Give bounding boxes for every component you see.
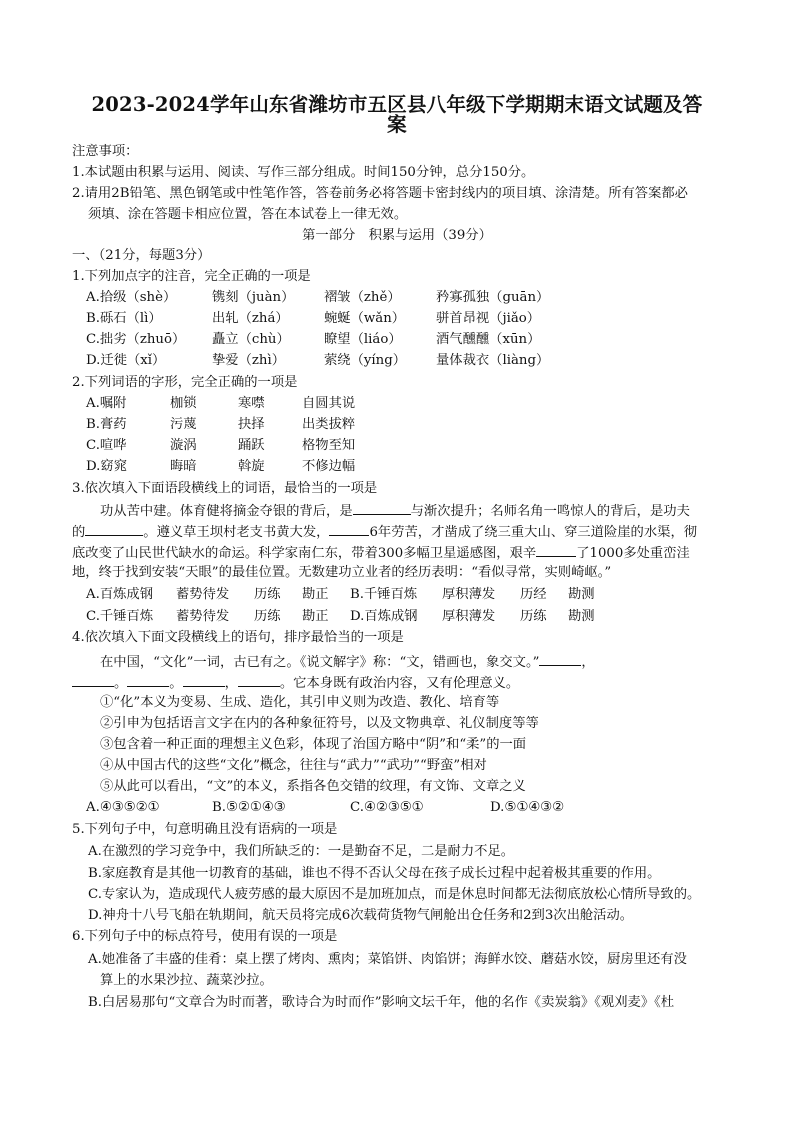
q3-opt: 蓄势待发 (176, 609, 230, 624)
q6-opt-a: A.她准备了丰盛的佳肴：桌上摆了烤肉、熏肉；菜馅饼、肉馅饼；海鲜水饺、蘑菇水饺，厨房里还有没 (88, 952, 687, 967)
blank (539, 651, 581, 666)
q2-opt: 自圆其说 (302, 396, 356, 411)
notice-heading: 注意事项： (72, 144, 139, 159)
q2-opt: 污蔑 (170, 417, 197, 432)
q2-opt: D.窈窕 (86, 459, 128, 474)
q4-opt: A.④③⑤②① (86, 800, 160, 815)
q4-item-2: ②引申为包括语言文字在内的各种象征符号，以及文物典章、礼仪制度等等 (100, 716, 539, 731)
q4-stem: 4.依次填入下面文段横线上的语句，排序最恰当的一项是 (72, 630, 404, 645)
q3-text: 与渐次提升；名师名角一鸣惊人的背后，是功夫 (410, 504, 690, 519)
q2-opt: 踊跃 (238, 438, 265, 453)
q2-opt: 格物至知 (302, 438, 356, 453)
q1-stem: 1.下列加点字的注音，完全正确的一项是 (72, 269, 311, 284)
q5-opt-c: C.专家认为，造成现代人疲劳感的最大原因不是加班加点，而是休息时间都无法彻底放松心情所导致的。 (88, 887, 701, 902)
q3-opt: 勘正 (302, 587, 329, 602)
q2-opt: A.嘱附 (86, 396, 127, 411)
blank (72, 672, 114, 687)
q3-opt: C.千锤百炼 (86, 609, 154, 624)
exam-title-line2: 案 (387, 113, 407, 136)
q6-opt-a-cont: 算上的水果沙拉、蔬菜沙拉。 (100, 973, 273, 988)
q3-opt: 蓄势待发 (176, 587, 230, 602)
q3-opt: 厚积薄发 (442, 609, 496, 624)
q3-opt: 勘测 (568, 609, 595, 624)
q4-text: ， (224, 676, 238, 691)
q4-text: ， (581, 655, 595, 670)
q3-para-line4: 地，终于找到安装“天眼”的最佳位置。无数建功立业者的经历表明：“看似寻常，实则崎岖。” (72, 565, 612, 580)
q4-item-3: ③包含着一种正面的理想主义色彩，体现了治国方略中“阴”和“柔”的一面 (100, 737, 527, 752)
q1-opt: A.拾级（shè） (86, 290, 177, 305)
q1-opt: B.砾石（lì） (86, 311, 162, 326)
q1-opt: 镌刻（juàn） (212, 290, 295, 305)
q1-opt: 矜寡孤独（guān） (436, 290, 550, 305)
q3-opt: D.百炼成钢 (350, 609, 418, 624)
q3-opt: 勘正 (302, 609, 329, 624)
q2-stem: 2.下列词语的字形，完全正确的一项是 (72, 375, 298, 390)
q4-item-4: ④从中国古代的这些“文化”概念，往往与“武力”“武功”“野蛮”相对 (100, 758, 487, 773)
q4-item-1: ①“化”本义为变易、生成、造化，其引申义则为改造、教化、培育等 (100, 695, 500, 710)
q2-opt: C.喧哗 (86, 438, 127, 453)
q1-opt: D.迁徙（xǐ） (86, 353, 166, 368)
q5-opt-b: B.家庭教育是其他一切教育的基础，谁也不得不否认父母在孩子成长过程中起着极其重要的作用。 (88, 866, 661, 881)
q6-opt-b: B.白居易那句“文章合为时而著，歌诗合为时而作”影响文坛千年，他的名作《卖炭翁》《观刈麦》《杜 (88, 995, 675, 1010)
q1-opt: 骈首昂视（jiǎo） (436, 311, 541, 326)
q1-opt: 蜿蜒（wǎn） (324, 311, 406, 326)
q1-opt: 瞭望（liáo） (324, 332, 402, 347)
blank (353, 500, 411, 515)
q1-opt: 酒气醺醺（xūn） (436, 332, 541, 347)
q2-opt: 漩涡 (170, 438, 197, 453)
q2-opt: 枷锁 (170, 396, 197, 411)
q3-text: 6年劳苦，才凿成了绕三重大山、穿三道险崖的水渠，彻 (369, 525, 698, 540)
exam-title (60, 95, 734, 135)
q5-opt-a: A.在激烈的学习竞争中，我们所缺乏的：一是勤奋不足，二是耐力不足。 (88, 844, 515, 859)
q2-opt: B.膏药 (86, 417, 127, 432)
blank (85, 521, 143, 536)
q4-para-line2 (72, 672, 519, 694)
notice-item-2: 2.请用2B铅笔、黑色钢笔或中性笔作答，答卷前务必将答题卡密封线内的项目填、涂清楚。所有答案都必 (72, 186, 688, 201)
q4-opt: B.⑤②①④③ (212, 800, 286, 815)
blank (183, 672, 225, 687)
blank (127, 672, 169, 687)
q4-text: 。 (169, 676, 183, 691)
notice-item-2-cont: 须填、涂在答题卡相应位置，答在本试卷上一律无效。 (88, 207, 408, 222)
q4-para-line1 (100, 651, 595, 673)
q3-opt: 历练 (254, 609, 281, 624)
q4-text: 在中国，“文化”一词，古已有之。《说文解字》称：“文，错画也，象交文。” (100, 655, 540, 670)
q4-item-5: ⑤从此可以看出，“文”的本义，系指各色交错的纹理，有文饰、文章之义 (100, 779, 526, 794)
q3-text: 了1000多处重峦洼 (576, 546, 690, 561)
q3-para-line2 (72, 521, 697, 543)
exam-title-line1: 2023-2024学年山东省潍坊市五区县八年级下学期期末语文试题及答 (91, 93, 703, 116)
q2-opt: 寒噤 (238, 396, 265, 411)
q4-opt: C.④②③⑤① (350, 800, 424, 815)
q1-opt: 矗立（chù） (212, 332, 290, 347)
q3-para-line1 (100, 500, 690, 522)
blank (536, 542, 576, 557)
q3-text: 的 (72, 525, 86, 540)
q3-stem: 3.依次填入下面语段横线上的词语，最恰当的一项是 (72, 481, 378, 496)
q3-opt: 厚积薄发 (442, 587, 496, 602)
blank (238, 672, 280, 687)
q4-text: 。 (114, 676, 128, 691)
q6-stem: 6.下列句子中的标点符号，使用有误的一项是 (72, 929, 338, 944)
q1-opt: 出轧（zhá） (212, 311, 289, 326)
q4-text: 。它本身既有政治内容，又有伦理意义。 (279, 676, 520, 691)
q1-opt: 挚爱（zhì） (212, 353, 286, 368)
q3-opt: A.百炼成钢 (86, 587, 154, 602)
q3-text: 底改变了山民世代缺水的命运。科学家南仁东，带着300多幅卫星遥感图，艰辛 (72, 546, 537, 561)
q3-opt: 历经 (520, 587, 547, 602)
q5-stem: 5.下列句子中，句意明确且没有语病的一项是 (72, 822, 338, 837)
q1-opt: C.拙劣（zhuō） (86, 332, 186, 347)
q4-opt: D.⑤①④③② (490, 800, 565, 815)
q2-opt: 出类拔粹 (302, 417, 356, 432)
blank (329, 521, 369, 536)
q3-opt: 勘测 (568, 587, 595, 602)
section1-heading: 一、（21分，每题3分） (72, 248, 211, 263)
q1-opt: 褶皱（zhě） (324, 290, 401, 305)
notice-item-1: 1.本试题由积累与运用、阅读、写作三部分组成。时间150分钟，总分150分。 (72, 165, 535, 180)
q3-text: 。遵义草王坝村老支书黄大发， (143, 525, 330, 540)
q5-opt-d: D.神舟十八号飞船在轨期间，航天员将完成6次载荷货物气闸舱出仓任务和2到3次出舱活动。 (88, 908, 634, 923)
q2-opt: 斡旋 (238, 459, 265, 474)
q3-para-line3 (72, 542, 690, 564)
q2-opt: 抉择 (238, 417, 265, 432)
q2-opt: 晦暗 (170, 459, 197, 474)
q1-opt: 萦绕（yíng） (324, 353, 407, 368)
q3-opt: 历练 (520, 609, 547, 624)
q2-opt: 不修边幅 (302, 459, 356, 474)
q3-opt: B.千锤百炼 (350, 587, 418, 602)
q3-text: 功从苦中建。体育健将摘金夺银的背后，是 (100, 504, 353, 519)
q1-opt: 量体裁衣（liàng） (436, 353, 550, 368)
part1-heading: 第一部分 积累与运用（39分） (302, 228, 492, 243)
q3-opt: 历练 (254, 587, 281, 602)
